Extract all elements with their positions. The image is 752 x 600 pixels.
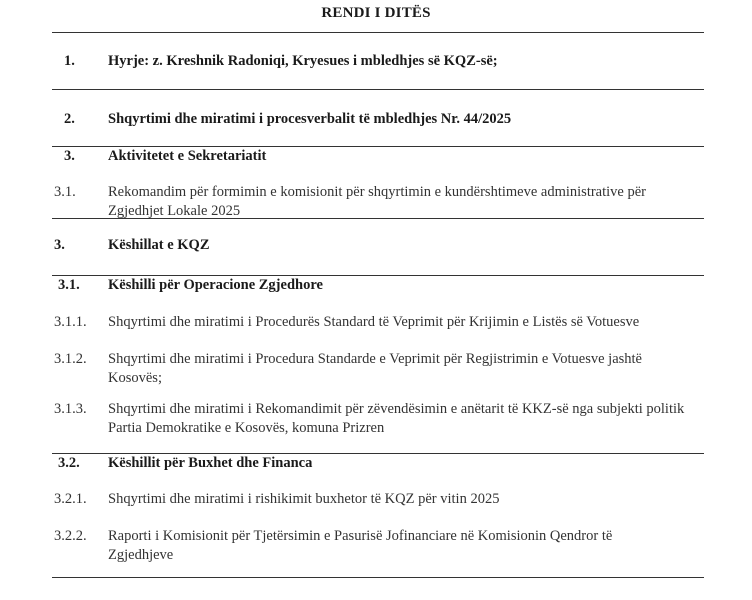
item-number: 3.2.1. bbox=[54, 491, 87, 507]
divider bbox=[52, 89, 704, 90]
item-number: 3.2. bbox=[58, 455, 80, 471]
item-number: 3.2.2. bbox=[54, 528, 87, 544]
divider bbox=[52, 577, 704, 578]
item-text: Aktivitetet e Sekretariatit bbox=[108, 148, 267, 164]
item-text: Këshilli për Operacione Zgjedhore bbox=[108, 277, 323, 293]
item-text: Shqyrtimi dhe miratimi i Rekomandimit për zëvendësimin e anëtarit të KKZ-së nga subjekti politik Partia Demokratike e Kosovës, komuna Prizren bbox=[108, 401, 685, 436]
item-number: 3. bbox=[64, 148, 75, 164]
item-number: 3.1. bbox=[54, 184, 76, 200]
item-number: 3. bbox=[54, 237, 65, 253]
item-number: 3.1.1. bbox=[54, 314, 87, 330]
item-text: Shqyrtimi dhe miratimi i Procedura Standarde e Veprimit për Regjistrimin e Votuesve jashtë Kosovës; bbox=[108, 351, 642, 386]
document-title: RENDI I DITËS bbox=[321, 5, 431, 21]
item-text: Këshillat e KQZ bbox=[108, 237, 210, 253]
item-text: Hyrje: z. Kreshnik Radoniqi, Kryesues i mbledhjes së KQZ-së; bbox=[108, 53, 498, 69]
divider bbox=[52, 218, 704, 219]
item-number: 3.1. bbox=[58, 277, 80, 293]
item-text: Shqyrtimi dhe miratimi i procesverbalit të mbledhjes Nr. 44/2025 bbox=[108, 111, 512, 127]
item-number: 2. bbox=[64, 111, 75, 127]
item-text: Raporti i Komisionit për Tjetërsimin e Pasurisë Jofinanciare në Komisionin Qendror të Zgjedhjeve bbox=[108, 528, 613, 563]
item-text: Këshillit për Buxhet dhe Financa bbox=[108, 455, 313, 471]
item-number: 3.1.3. bbox=[54, 401, 87, 417]
item-number: 3.1.2. bbox=[54, 351, 87, 367]
item-number: 1. bbox=[64, 53, 75, 69]
item-text: Shqyrtimi dhe miratimi i rishikimit buxhetor të KQZ për vitin 2025 bbox=[108, 491, 500, 507]
item-text: Rekomandim për formimin e komisionit për shqyrtimin e kundërshtimeve administrative për Zgjedhjet Lokale 2025 bbox=[108, 184, 647, 219]
divider bbox=[52, 32, 704, 33]
item-text: Shqyrtimi dhe miratimi i Procedurës Standard të Veprimit për Krijimin e Listës së Votuesve bbox=[108, 314, 640, 330]
